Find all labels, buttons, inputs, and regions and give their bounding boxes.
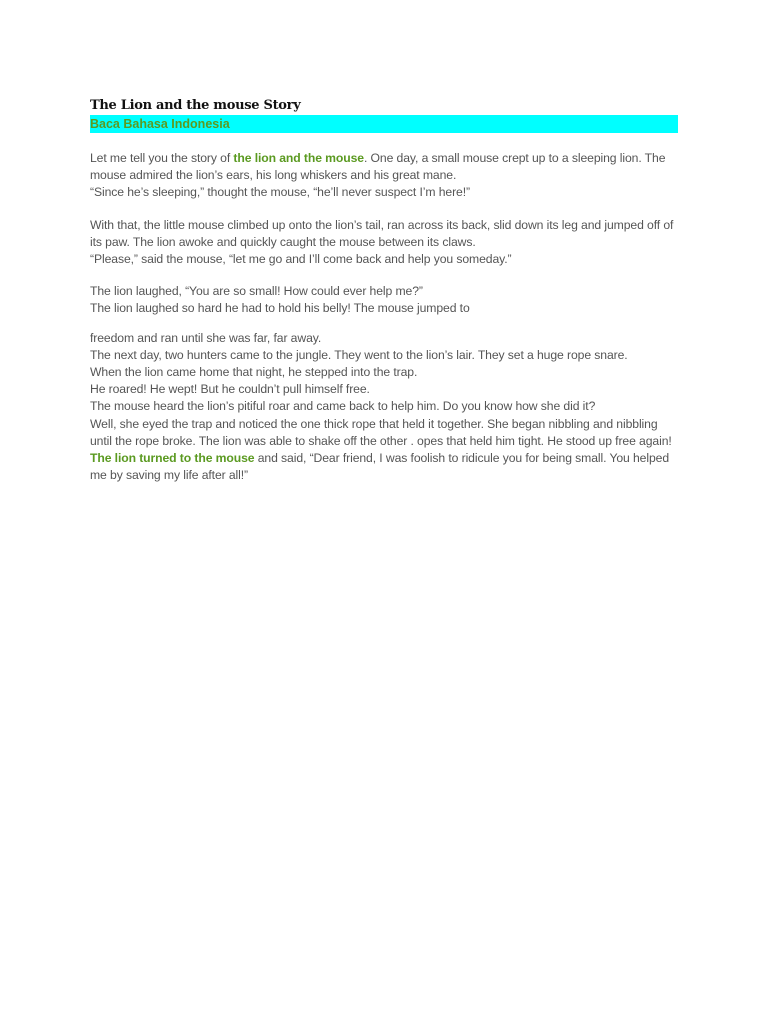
story-title: The Lion and the mouse Story bbox=[90, 98, 301, 113]
p4-highlight: The lion turned to the mouse bbox=[90, 451, 255, 466]
p3-line-1: The lion laughed, “You are so small! How could ever help me?” bbox=[90, 284, 423, 299]
p1-quote: “Since he’s sleeping,” thought the mouse, “he’ll never suspect I’m here!” bbox=[90, 185, 470, 200]
indonesian-version-link[interactable]: Baca Bahasa Indonesia bbox=[90, 117, 230, 131]
p4-line-1: freedom and ran until she was far, far away. bbox=[90, 330, 322, 345]
p2-text: With that, the little mouse climbed up onto the lion’s tail, ran across its back, slid down its leg and jumped off of its paw. The lion awoke and quickly caught the mouse between its claws. bbox=[90, 217, 674, 249]
paragraph-2 bbox=[90, 217, 680, 269]
p1-highlight: the lion and the mouse bbox=[233, 151, 364, 165]
p1-intro: Let me tell you the story of bbox=[90, 151, 234, 165]
p4-line-2: The next day, two hunters came to the jungle. They went to the lion’s lair. They set a huge rope snare. bbox=[90, 347, 628, 362]
paragraph-3 bbox=[90, 283, 680, 317]
p1-text: . One day, a small mouse crept up to a sleeping lion. The mouse admired the lion’s ears, his long whiskers and his great mane. bbox=[90, 151, 666, 183]
paragraph-1 bbox=[90, 150, 680, 202]
language-bar bbox=[90, 115, 678, 133]
story-body bbox=[90, 150, 680, 484]
p2-quote: “Please,” said the mouse, “let me go and I’ll come back and help you someday.” bbox=[90, 252, 512, 267]
p3-line-2: The lion laughed so hard he had to hold his belly! The mouse jumped to bbox=[90, 301, 470, 316]
paragraph-4 bbox=[90, 330, 680, 485]
p4-line-4: He roared! He wept! But he couldn’t pull himself free. bbox=[90, 382, 370, 397]
p4-closing: and said, “Dear friend, I was foolish to ridicule you for being small. You helped me by saving my life after all!” bbox=[90, 451, 669, 483]
p4-line-5: The mouse heard the lion’s pitiful roar and came back to help him. Do you know how she did it? bbox=[90, 399, 596, 414]
document-page bbox=[90, 97, 680, 484]
p4-line-6: Well, she eyed the trap and noticed the one thick rope that held it together. She began nibbling and nibbling until the rope broke. The lion was able to shake off the other . opes that held him tight. He stood up free again! bbox=[90, 416, 672, 448]
p4-line-3: When the lion came home that night, he stepped into the trap. bbox=[90, 365, 418, 380]
